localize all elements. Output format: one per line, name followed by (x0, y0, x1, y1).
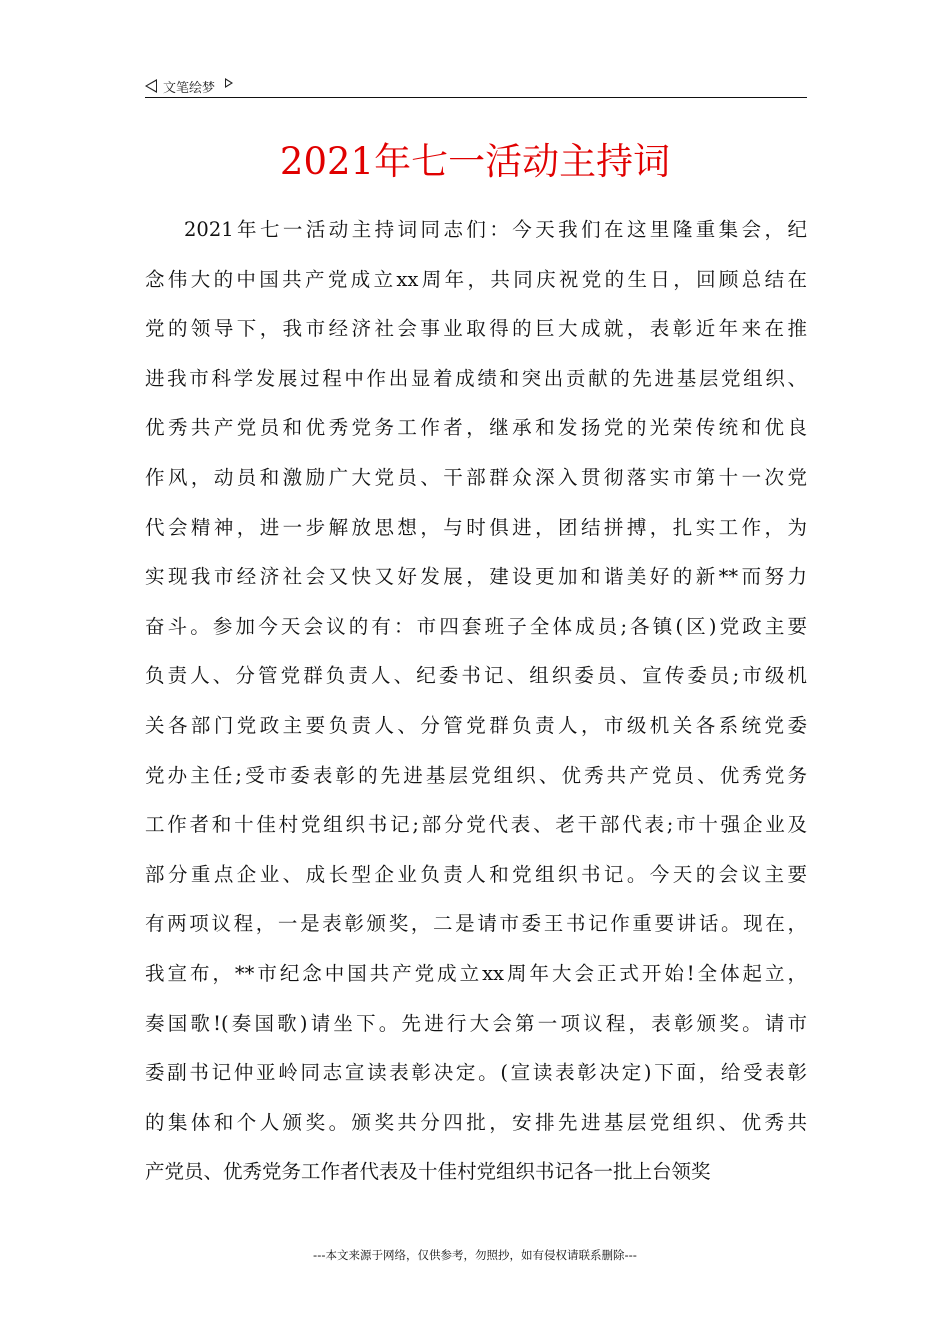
footer-notice: ---本文来源于网络，仅供参考，勿照抄，如有侵权请联系删除--- (313, 1248, 637, 1262)
body-line: 工作者和十佳村党组织书记;部分党代表、老干部代表;市十强企业及 (145, 813, 807, 837)
body-line: 奏国歌!(奏国歌)请坐下。先进行大会第一项议程，表彰颁奖。请市 (145, 1011, 807, 1035)
body-line: 优秀共产党员和优秀党务工作者，继承和发扬党的光荣传统和优良 (145, 416, 807, 440)
body-line: 党办主任;受市委表彰的先进基层党组织、优秀共产党员、优秀党务 (145, 763, 807, 787)
triangle-left-icon (145, 79, 157, 93)
body-line: 奋斗。参加今天会议的有：市四套班子全体成员;各镇(区)党政主要 (145, 614, 807, 638)
body-line: 实现我市经济社会又快又好发展，建设更加和谐美好的新**而努力 (145, 565, 807, 589)
header-brand: 文笔绘梦 (163, 80, 216, 96)
body-line: 关各部门党政主要负责人、分管党群负责人，市级机关各系统党委 (145, 713, 807, 737)
body-line: 负责人、分管党群负责人、纪委书记、组织委员、宣传委员;市级机 (145, 664, 807, 688)
page-header (145, 74, 807, 98)
body-line: 有两项议程，一是表彰颁奖，二是请市委王书记作重要讲话。现在， (145, 912, 807, 936)
body-line: 部分重点企业、成长型企业负责人和党组织书记。今天的会议主要 (145, 862, 807, 886)
body-line: 2021年七一活动主持词同志们：今天我们在这里隆重集会，纪 (184, 218, 807, 241)
body-line: 作风，动员和激励广大党员、干部群众深入贯彻落实市第十一次党 (145, 465, 807, 489)
body-line: 产党员、优秀党务工作者代表及十佳村党组织书记各一批上台领奖 (145, 1160, 711, 1184)
body-line: 委副书记仲亚岭同志宣读表彰决定。(宣读表彰决定)下面，给受表彰 (145, 1061, 807, 1085)
body-line: 我宣布，**市纪念中国共产党成立xx周年大会正式开始!全体起立， (145, 961, 807, 985)
triangle-right-icon (225, 78, 233, 88)
body-line: 念伟大的中国共产党成立xx周年，共同庆祝党的生日，回顾总结在 (145, 267, 807, 291)
body-line: 的集体和个人颁奖。颁奖共分四批，安排先进基层党组织、优秀共 (145, 1110, 807, 1134)
body-line: 代会精神，进一步解放思想，与时俱进，团结拼搏，扎实工作，为 (145, 515, 807, 539)
document-body (145, 205, 807, 1197)
header-divider (145, 97, 807, 98)
body-line: 进我市科学发展过程中作出显着成绩和突出贡献的先进基层党组织、 (145, 366, 807, 390)
body-line: 党的领导下，我市经济社会事业取得的巨大成就，表彰近年来在推 (145, 317, 807, 341)
document-title: 2021年七一活动主持词 (279, 140, 671, 183)
